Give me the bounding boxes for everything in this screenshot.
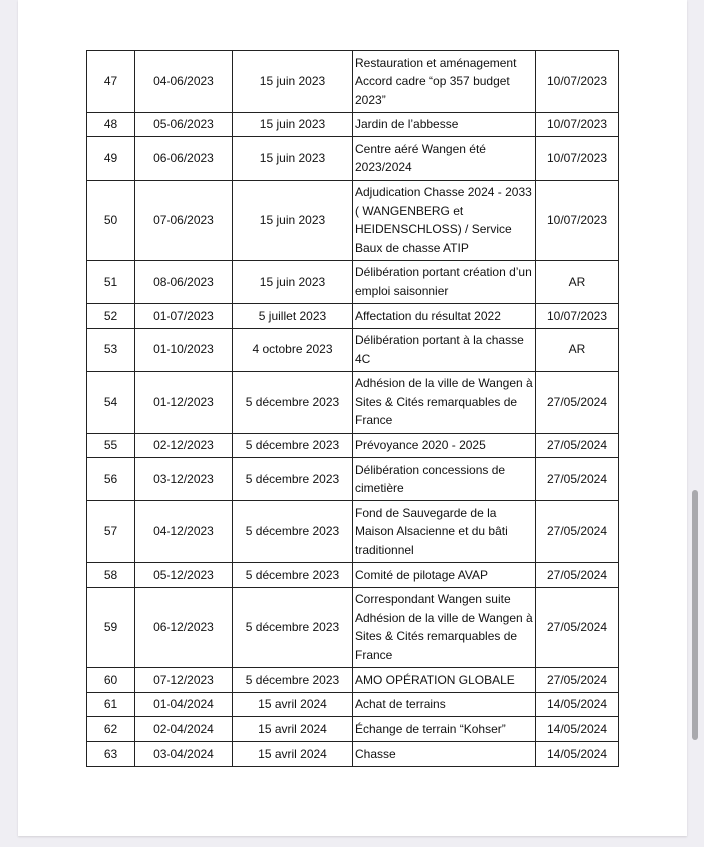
subject-cell: Affectation du résultat 2022 <box>353 303 536 328</box>
subject-cell: AMO OPÉRATION GLOBALE <box>353 667 536 692</box>
session-date-cell: 15 juin 2023 <box>233 137 353 180</box>
deliberation-ref-cell: 04-06/2023 <box>135 51 233 113</box>
deliberation-ref-cell: 02-04/2024 <box>135 717 233 742</box>
row-number-cell: 53 <box>87 328 135 371</box>
table-row <box>87 112 619 137</box>
table-row <box>87 260 619 303</box>
subject-cell: Délibération portant à la chasse 4C <box>353 328 536 371</box>
table-row <box>87 692 619 717</box>
row-number-cell: 50 <box>87 180 135 260</box>
session-date-cell: 15 juin 2023 <box>233 112 353 137</box>
transmission-date-cell: 10/07/2023 <box>536 180 619 260</box>
row-number-cell: 57 <box>87 501 135 563</box>
session-date-cell: 5 décembre 2023 <box>233 667 353 692</box>
transmission-date-cell: 10/07/2023 <box>536 51 619 113</box>
transmission-date-cell: 27/05/2024 <box>536 501 619 563</box>
session-date-cell: 15 juin 2023 <box>233 260 353 303</box>
row-number-cell: 62 <box>87 717 135 742</box>
deliberation-ref-cell: 02-12/2023 <box>135 433 233 458</box>
deliberation-ref-cell: 06-12/2023 <box>135 587 233 667</box>
subject-cell: Jardin de l’abbesse <box>353 112 536 137</box>
session-date-cell: 15 avril 2024 <box>233 717 353 742</box>
session-date-cell: 5 juillet 2023 <box>233 303 353 328</box>
subject-cell: Fond de Sauvegarde de la Maison Alsacienne et du bâti traditionnel <box>353 501 536 563</box>
transmission-date-cell: 10/07/2023 <box>536 137 619 180</box>
table-row <box>87 180 619 260</box>
transmission-date-cell: 27/05/2024 <box>536 667 619 692</box>
subject-cell: Délibération portant création d’un emploi saisonnier <box>353 260 536 303</box>
row-number-cell: 61 <box>87 692 135 717</box>
document-page <box>18 0 687 836</box>
transmission-date-cell: AR <box>536 260 619 303</box>
subject-cell: Prévoyance 2020 - 2025 <box>353 433 536 458</box>
table-row <box>87 328 619 371</box>
row-number-cell: 56 <box>87 458 135 501</box>
subject-cell: Restauration et aménagement Accord cadre “op 357 budget 2023” <box>353 51 536 113</box>
deliberation-ref-cell: 03-12/2023 <box>135 458 233 501</box>
session-date-cell: 5 décembre 2023 <box>233 501 353 563</box>
deliberation-ref-cell: 07-06/2023 <box>135 180 233 260</box>
session-date-cell: 5 décembre 2023 <box>233 458 353 501</box>
table-row <box>87 742 619 767</box>
table-row <box>87 137 619 180</box>
session-date-cell: 5 décembre 2023 <box>233 587 353 667</box>
subject-cell: Chasse <box>353 742 536 767</box>
session-date-cell: 15 juin 2023 <box>233 180 353 260</box>
deliberation-ref-cell: 06-06/2023 <box>135 137 233 180</box>
deliberation-ref-cell: 05-06/2023 <box>135 112 233 137</box>
table-row <box>87 458 619 501</box>
table-row <box>87 563 619 588</box>
row-number-cell: 63 <box>87 742 135 767</box>
deliberation-ref-cell: 01-10/2023 <box>135 328 233 371</box>
transmission-date-cell: 14/05/2024 <box>536 742 619 767</box>
deliberations-table <box>86 50 619 767</box>
transmission-date-cell: 27/05/2024 <box>536 563 619 588</box>
row-number-cell: 55 <box>87 433 135 458</box>
transmission-date-cell: 10/07/2023 <box>536 303 619 328</box>
transmission-date-cell: 14/05/2024 <box>536 692 619 717</box>
table-row <box>87 717 619 742</box>
subject-cell: Adjudication Chasse 2024 - 2033 ( WANGENBERG et HEIDENSCHLOSS) / Service Baux de chasse ATIP <box>353 180 536 260</box>
transmission-date-cell: AR <box>536 328 619 371</box>
session-date-cell: 4 octobre 2023 <box>233 328 353 371</box>
subject-cell: Comité de pilotage AVAP <box>353 563 536 588</box>
table-row <box>87 371 619 433</box>
transmission-date-cell: 27/05/2024 <box>536 458 619 501</box>
table-row <box>87 303 619 328</box>
deliberation-ref-cell: 03-04/2024 <box>135 742 233 767</box>
subject-cell: Échange de terrain “Kohser” <box>353 717 536 742</box>
row-number-cell: 60 <box>87 667 135 692</box>
table-row <box>87 587 619 667</box>
subject-cell: Délibération concessions de cimetière <box>353 458 536 501</box>
session-date-cell: 5 décembre 2023 <box>233 563 353 588</box>
subject-cell: Achat de terrains <box>353 692 536 717</box>
transmission-date-cell: 10/07/2023 <box>536 112 619 137</box>
table-row <box>87 433 619 458</box>
row-number-cell: 54 <box>87 371 135 433</box>
vertical-scrollbar[interactable] <box>692 490 698 740</box>
row-number-cell: 48 <box>87 112 135 137</box>
deliberation-ref-cell: 01-07/2023 <box>135 303 233 328</box>
deliberation-ref-cell: 01-04/2024 <box>135 692 233 717</box>
session-date-cell: 15 avril 2024 <box>233 692 353 717</box>
row-number-cell: 58 <box>87 563 135 588</box>
session-date-cell: 15 juin 2023 <box>233 51 353 113</box>
subject-cell: Adhésion de la ville de Wangen à Sites & Cités remarquables de France <box>353 371 536 433</box>
row-number-cell: 49 <box>87 137 135 180</box>
table-row <box>87 51 619 113</box>
table-row <box>87 667 619 692</box>
row-number-cell: 47 <box>87 51 135 113</box>
session-date-cell: 5 décembre 2023 <box>233 433 353 458</box>
transmission-date-cell: 27/05/2024 <box>536 587 619 667</box>
deliberation-ref-cell: 05-12/2023 <box>135 563 233 588</box>
deliberation-ref-cell: 08-06/2023 <box>135 260 233 303</box>
row-number-cell: 51 <box>87 260 135 303</box>
row-number-cell: 59 <box>87 587 135 667</box>
deliberation-ref-cell: 01-12/2023 <box>135 371 233 433</box>
deliberation-ref-cell: 07-12/2023 <box>135 667 233 692</box>
transmission-date-cell: 27/05/2024 <box>536 433 619 458</box>
subject-cell: Centre aéré Wangen été 2023/2024 <box>353 137 536 180</box>
table-row <box>87 501 619 563</box>
transmission-date-cell: 14/05/2024 <box>536 717 619 742</box>
deliberation-ref-cell: 04-12/2023 <box>135 501 233 563</box>
transmission-date-cell: 27/05/2024 <box>536 371 619 433</box>
row-number-cell: 52 <box>87 303 135 328</box>
subject-cell: Correspondant Wangen suite Adhésion de la ville de Wangen à Sites & Cités remarquables de France <box>353 587 536 667</box>
session-date-cell: 5 décembre 2023 <box>233 371 353 433</box>
session-date-cell: 15 avril 2024 <box>233 742 353 767</box>
